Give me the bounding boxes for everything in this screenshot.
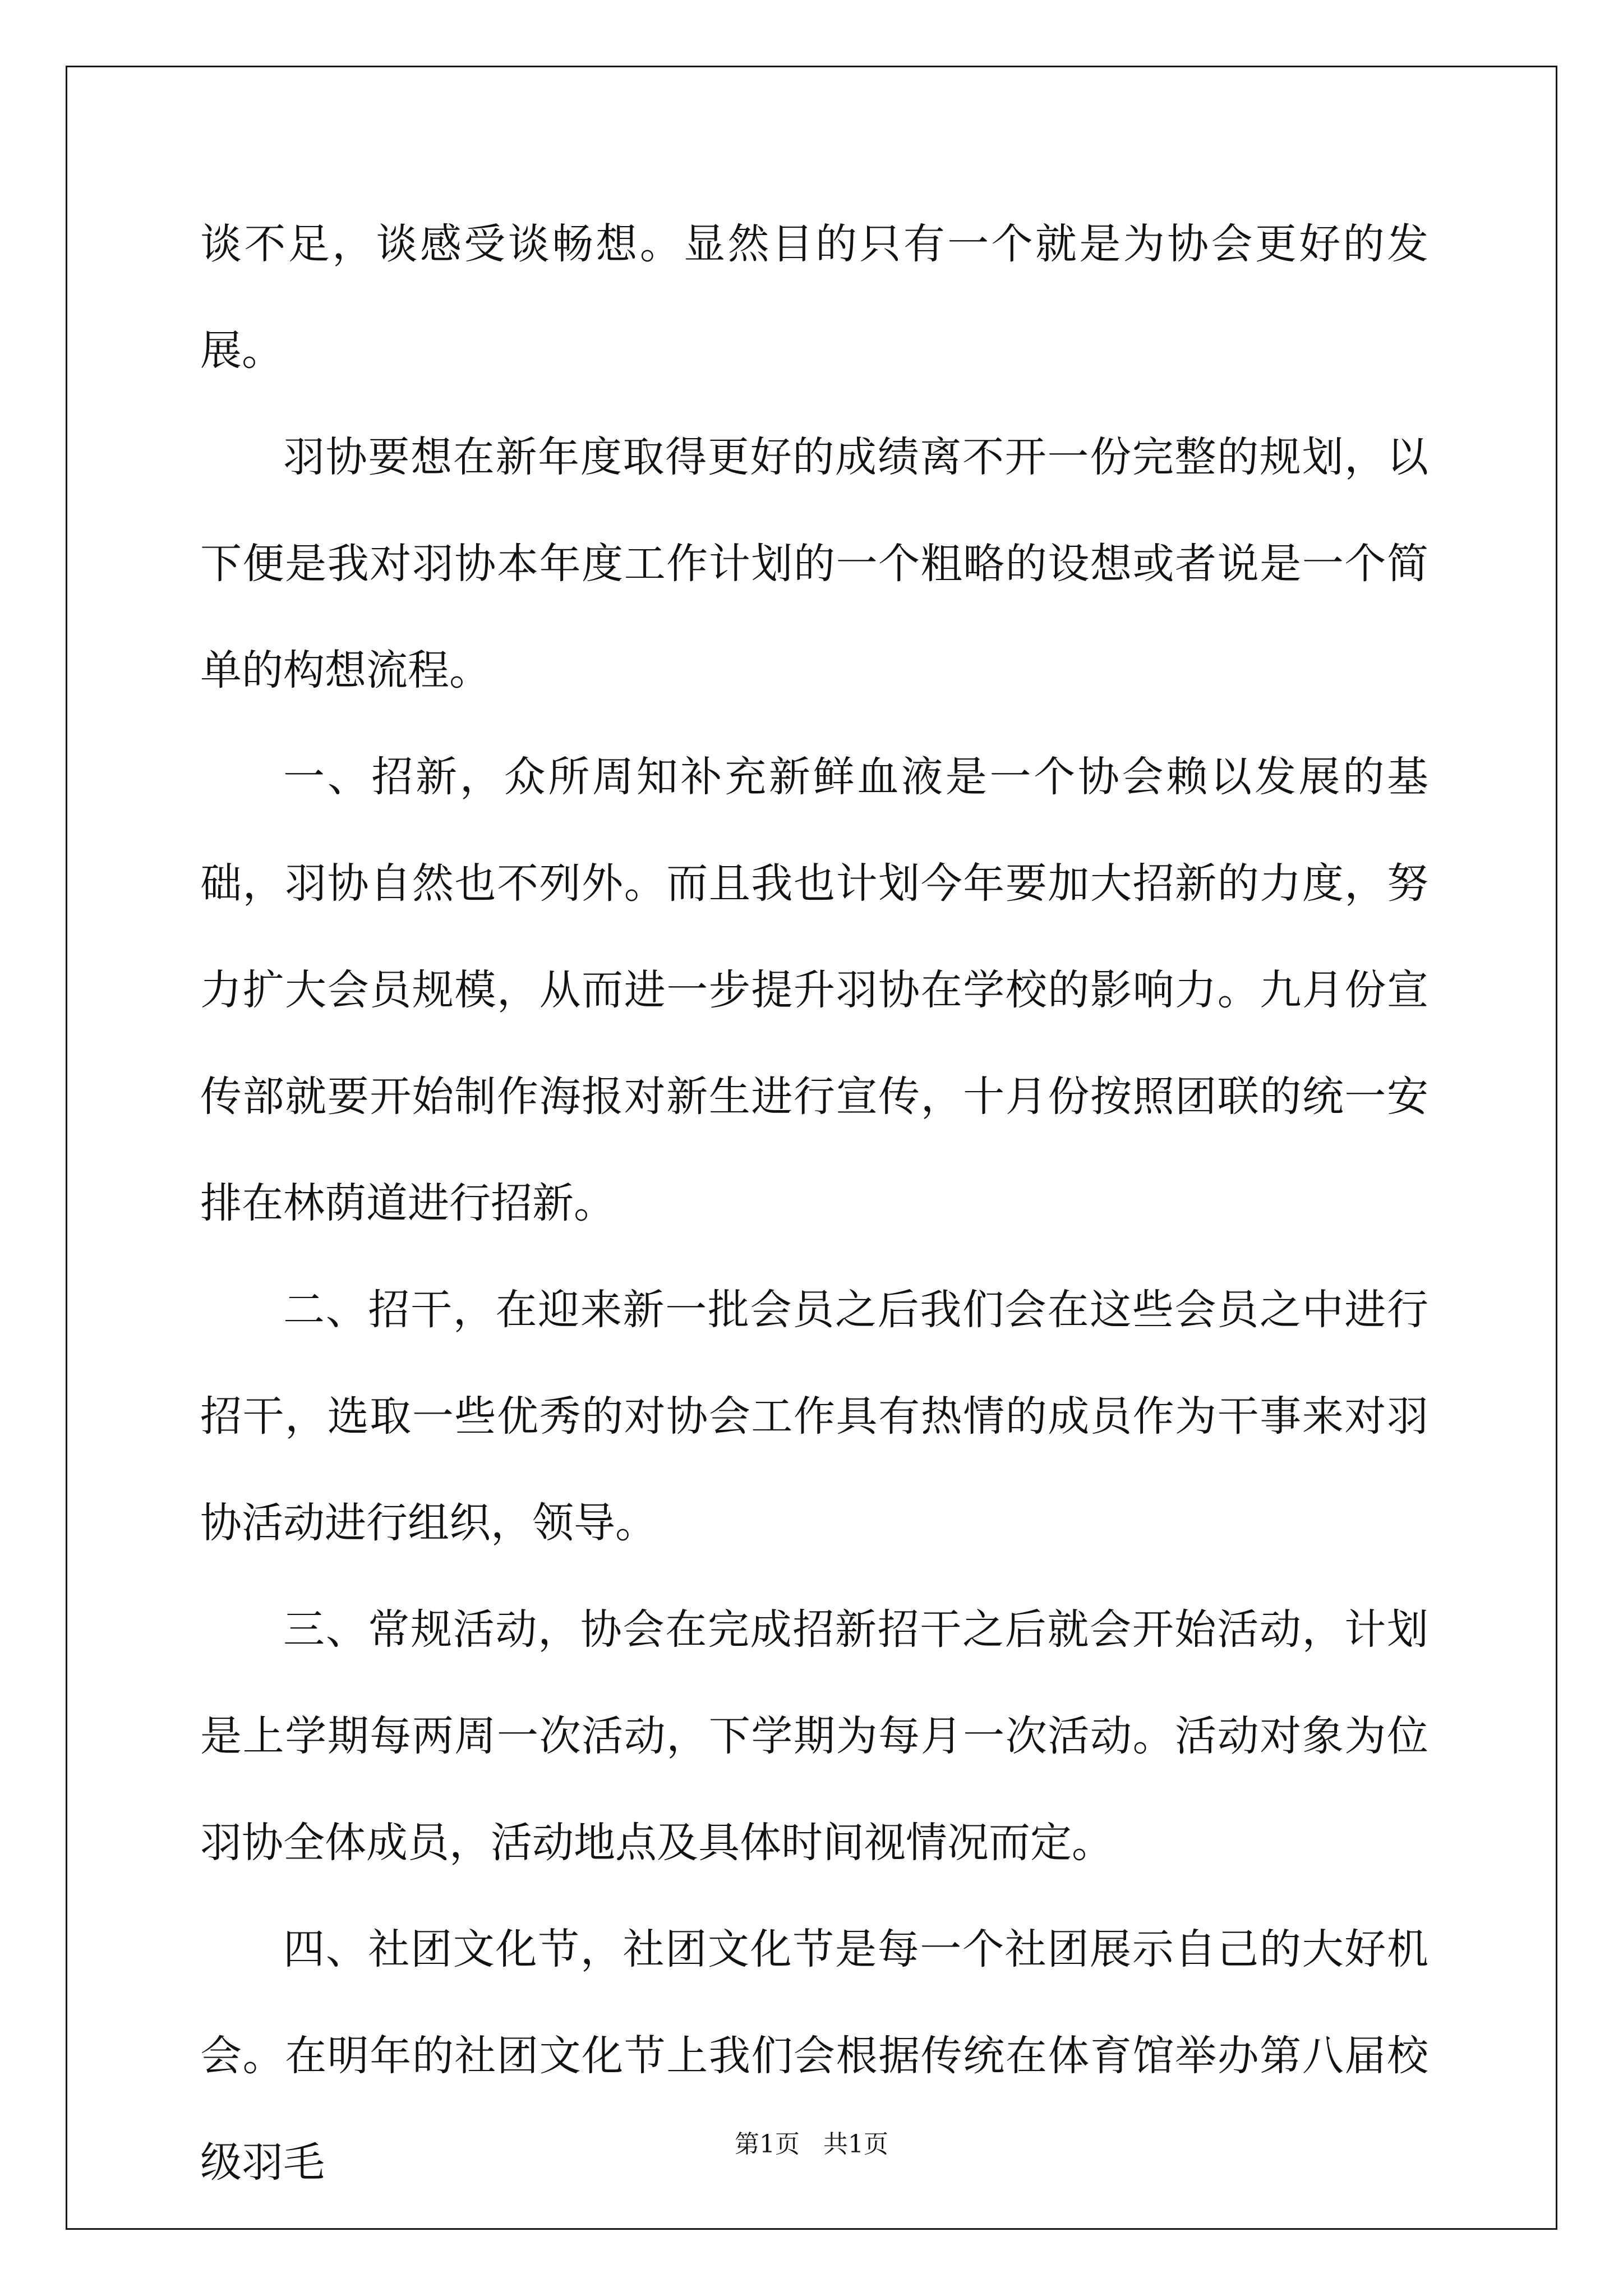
paragraph-5: 三、常规活动，协会在完成招新招干之后就会开始活动，计划是上学期每两周一次活动，下学期为每月一次活动。活动对象为位羽协全体成员，活动地点及具体时间视情况而定。 xyxy=(200,1605,1428,1867)
paragraph-6: 四、社团文化节，社团文化节是每一个社团展示自己的大好机会。在明年的社团文化节上我们会根据传统在体育馆举办第八届校级羽毛 xyxy=(200,1925,1428,2187)
document-body xyxy=(200,191,1428,2216)
paragraph-2: 羽协要想在新年度取得更好的成绩离不开一份完整的规划，以下便是我对羽协本年度工作计划的一个粗略的设想或者说是一个简单的构想流程。 xyxy=(200,433,1428,694)
paragraph-4: 二、招干，在迎来新一批会员之后我们会在这些会员之中进行招干，选取一些优秀的对协会工作具有热情的成员作为干事来对羽协活动进行组织，领导。 xyxy=(200,1286,1428,1547)
paragraph-3: 一、招新，众所周知补充新鲜血液是一个协会赖以发展的基础，羽协自然也不列外。而且我也计划今年要加大招新的力度，努力扩大会员规模，从而进一步提升羽协在学校的影响力。九月份宣传部就要开始制作海报对新生进行宣传，十月份按照团联的统一安排在林荫道进行招新。 xyxy=(200,753,1428,1227)
page-footer: 第1页 共1页 xyxy=(735,2130,888,2159)
paragraph-1: 谈不足，谈感受谈畅想。显然目的只有一个就是为协会更好的发展。 xyxy=(200,220,1428,375)
